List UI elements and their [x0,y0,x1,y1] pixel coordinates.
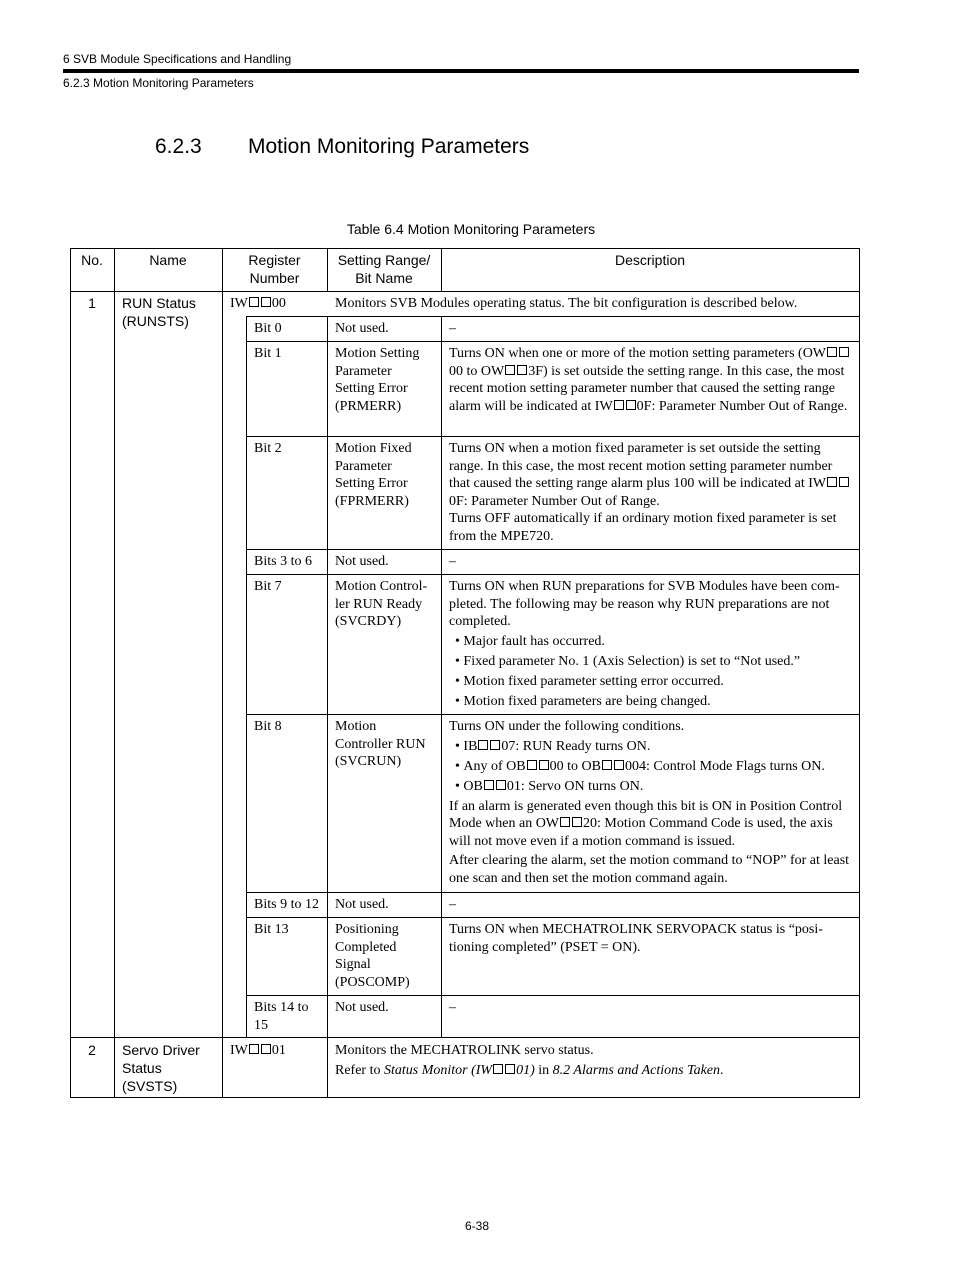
xref-status-monitor: Status Monitor (IW 01) [383,1062,535,1078]
bit2-label: Bit 2 [254,441,282,456]
page-number: 6-38 [464,1219,490,1233]
col-header-description: Description [614,252,686,268]
section-title-text: Motion Monitoring Parameters [248,135,530,158]
bits14to15-label: Bits 14 to 15 [254,1000,309,1033]
col-header-no: No. [81,252,103,268]
running-header-section: 6.2.3 Motion Monitoring Parameters [63,76,254,90]
row-divider [246,574,860,575]
running-header-chapter: 6 SVB Module Specifications and Handling [63,52,292,66]
bits3to6-label: Bits 3 to 6 [254,554,312,569]
bits9to12-desc: – [449,897,456,912]
bit1-label: Bit 1 [254,346,282,361]
bits14to15-desc: – [449,1000,456,1015]
row-divider [246,316,860,317]
bit2-desc: Turns ON when a motion fixed parameter is set outside the setting range. In this case, the most recent motion setting parameter number that caused the setting range alarm plus 100 will be indicated at IW0F: Parameter Number Out of Range. Turns OFF automatically if an ordinary motion fixed parameter is set from the MPE720. [441,438,859,547]
col-divider [114,248,115,1098]
row2-name: Servo Driver Status (SVSTS) [122,1042,200,1094]
row-divider [246,917,860,918]
row2-register: IW 01 [230,1043,286,1058]
bit0-label: Bit 0 [254,321,282,336]
list-item: • Motion fixed parameters are being changed. [449,693,851,711]
list-item: • IB 07: RUN Ready turns ON. [449,738,851,756]
list-item: • Motion fixed parameter setting error occurred. [449,673,851,691]
bit8-name: Motion Controller RUN (SVCRUN) [335,719,426,769]
row-divider [70,1037,860,1038]
xref-alarms-section: 8.2 Alarms and Actions Taken [552,1062,721,1078]
col-divider [246,316,247,1038]
col-header-register: Register Number [248,252,301,286]
row-divider [246,892,860,893]
table-border-right [859,248,860,1098]
col-divider [441,248,442,292]
bit1-desc: Turns ON when one or more of the motion setting parameters (OW00 to OW 3F) is set outside the setting range. In this case, the most recent motion setting parameter number that caused the setting range alarm will be indicated at IW 0F: Parameter Number Out of Range. [449,346,848,414]
col-divider [222,248,223,1098]
row2-no: 2 [88,1042,96,1058]
col-divider [327,316,328,1098]
bits14to15-name: Not used. [335,1000,389,1015]
row1-summary: Monitors SVB Modules operating status. The bit configuration is described below. [335,296,798,311]
bit13-name: Positioning Completed Signal (POSCOMP) [335,922,410,990]
list-item: • Fixed parameter No. 1 (Axis Selection) is set to “Not used.” [449,653,851,671]
bit8-desc: Turns ON under the following conditions. • IB 07: RUN Ready turns ON. • Any of OB 00 to OB 004: Control Mode Flags turns ON. • OB 01: Servo ON turns ON. If an alarm is generated even though this bit is ON in Position Control Mode when an OW 20: Motion Command Code is used, the axis will not move even if a motion command is issued. After clearing the alarm, set the motion command to “NOP” for at least one scan and then set the motion command again. [441,716,859,889]
table-border-top [70,248,860,249]
col-divider [441,316,442,1038]
col-header-name: Name [149,252,187,268]
row-divider [246,549,860,550]
bit2-name: Motion Fixed Parameter Setting Error (FPRMERR) [335,441,412,509]
row1-name: RUN Status (RUNSTS) [122,295,196,329]
col-divider [327,248,328,292]
bit0-name: Not used. [335,321,389,336]
header-rule [63,69,859,73]
row-divider [246,436,860,437]
bits3to6-name: Not used. [335,554,389,569]
bit1-name: Motion Setting Parameter Setting Error (PRMERR) [335,346,420,414]
table-border-bottom [70,1097,860,1098]
bit8-label: Bit 8 [254,719,282,734]
section-number: 6.2.3 [155,135,202,158]
list-item: • OB 01: Servo ON turns ON. [449,778,851,796]
bit0-desc: – [449,321,456,336]
section-title [155,135,529,159]
list-item: • Major fault has occurred. [449,633,851,651]
list-item: • Any of OB 00 to OB 004: Control Mode Flags turns ON. [449,758,851,776]
bit7-name: Motion Control-ler RUN Ready (SVCRDY) [335,579,428,629]
table-caption: Table 6.4 Motion Monitoring Parameters [346,221,596,237]
table-border-left [70,248,71,1098]
row1-register: IW 00 [230,296,286,311]
row1-no: 1 [88,295,96,311]
header-divider [70,291,860,292]
bit13-desc: Turns ON when MECHATROLINK SERVOPACK status is “posi-tioning completed” (PSET = ON). [449,922,823,955]
row-divider [246,995,860,996]
row-divider [246,714,860,715]
row-divider [246,341,860,342]
bit13-label: Bit 13 [254,922,289,937]
row2-desc: Monitors the MECHATROLINK servo status. Refer to Status Monitor (IW 01) in 8.2 Alarms and Actions Taken. [335,1043,724,1078]
bits3to6-desc: – [449,554,456,569]
bit7-desc: Turns ON when RUN preparations for SVB Modules have been com-pleted. The following may be reason why RUN preparations are not completed. • Major fault has occurred. • Fixed parameter No. 1 (Axis Selection) is set to “Not used.” • Motion fixed parameter setting error occurred. • Motion fixed parameters are being changed. [441,576,859,715]
bit7-label: Bit 7 [254,579,282,594]
bits9to12-label: Bits 9 to 12 [254,897,319,912]
bits9to12-name: Not used. [335,897,389,912]
col-header-setting-range: Setting Range/ Bit Name [337,252,431,286]
